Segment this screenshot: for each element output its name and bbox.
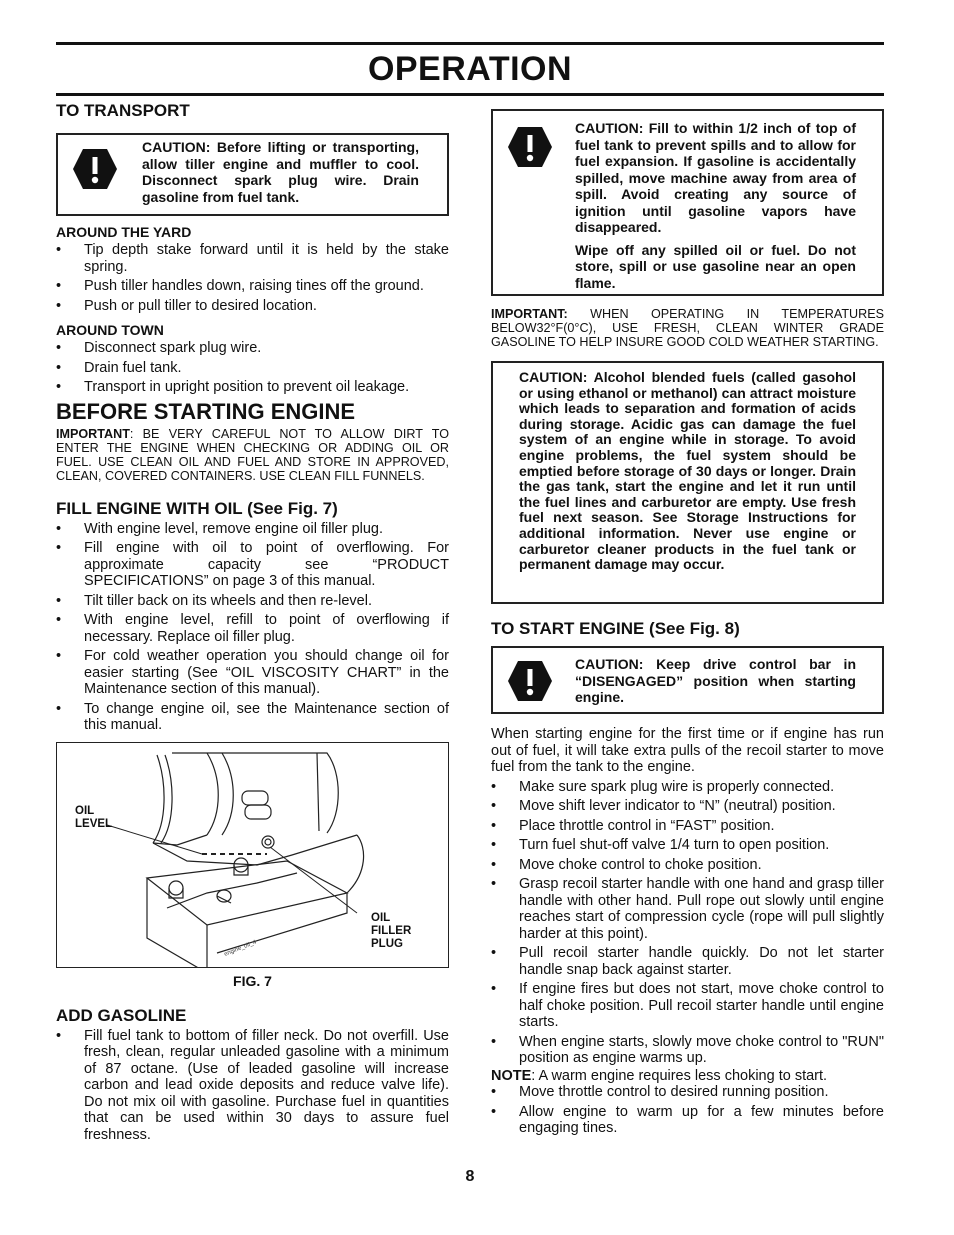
list-item: • With engine level, remove engine oil filler plug. [56,521,449,538]
filler-label-line2: FILLER [371,924,412,937]
list-item: • Drain fuel tank. [56,360,449,377]
important-body: : BE VERY CAREFUL NOT TO ALLOW DIRT TO ENTER THE ENGINE WHEN CHECKING OR ADDING OIL OR FUEL. USE CLEAN OIL AND FUEL AND STORE IN APPROVED, CLEAN, COVERED CONTAINERS. USE CLEAN FILL FUNNELS. [56,426,449,483]
transport-caution-text: CAUTION: Before lifting or transporting, allow tiller engine and muffler to cool. Disconnect spark plug wire. Drain gasoline from fuel tank. [142,139,419,205]
figure-caption: FIG. 7 [233,972,272,989]
alcohol-fuel-caution-box [491,361,884,604]
oil-level-label [75,805,112,831]
list-item: • Fill fuel tank to bottom of filler neck. Do not overfill. Use fresh, clean, regular unleaded gasoline with a minimum of 87 octane. (Use of leaded gasoline will increase carbon and lead oxide deposits and reduce valve life). Do not mix oil with gasoline. Purchase fuel in quantities that can be used within 30 days to assure fuel freshness. [56,1028,449,1144]
fill-oil-heading: FILL ENGINE WITH OIL (See Fig. 7) [56,498,338,518]
before-important-text [56,427,449,483]
start-caution-text: CAUTION: Keep drive control bar in “DISENGAGED” position when starting engine. [575,656,856,705]
list-item: • Grasp recoil starter handle with one hand and grasp tiller handle with other hand. Pull rope out slowly until engine reaches start of compression cycle (rope will pull slightly harder at this point). [491,876,884,942]
warning-icon [507,659,553,703]
note-label: NOTE [491,1067,532,1084]
oil-filler-plug-label [371,912,411,951]
cold-weather-important [491,307,884,349]
page-title: OPERATION [367,50,573,88]
header-rule-top [56,42,884,45]
oil-level-label-line1: OIL [75,804,95,817]
transport-heading: TO TRANSPORT [56,101,190,120]
transport-caution-box [56,133,449,216]
alcohol-caution-text: CAUTION: Alcohol blended fuels (called gasohol or using ethanol or methanol) can attract moisture which leads to separation and formation of acids during storage. Acidic gas can damage the fuel system of an engine while in storage. To avoid engine problems, the fuel system should be emptied before storage of 30 days or longer. Drain the gas tank, start the engine and let it run until the fuel lines and carburetor are empty. Use fresh fuel next season. See Storage Instructions for additional information. Never use engine or carburetor cleaner products in the fuel tank or permanent damage may occur. [519,369,856,573]
oil-level-label-line2: LEVEL [75,817,113,830]
before-starting-heading: BEFORE STARTING ENGINE [56,398,356,424]
around-town-heading: AROUND TOWN [56,322,164,338]
list-item: • Push or pull tiller to desired location. [56,298,449,315]
page-number: 8 [465,1168,475,1185]
list-item: • Move throttle control to desired running position. [491,1084,884,1101]
start-caution-box [491,646,884,714]
list-item: • When engine starts, slowly move choke control to "RUN" position as engine warms up. [491,1034,884,1067]
list-item: • Allow engine to warm up for a few minutes before engaging tines. [491,1104,884,1137]
note-body: : A warm engine requires less choking to start. [531,1067,828,1084]
list-item: • Tilt tiller back on its wheels and then re-level. [56,593,449,610]
list-item: • Move choke control to choke position. [491,857,884,874]
fuel-caution-text-b: Wipe off any spilled oil or fuel. Do not store, spill or use gasoline near an open flame. [575,241,856,291]
header-rule-bottom [56,93,884,96]
figure-code [224,939,258,958]
list-item: • To change engine oil, see the Maintenance section of this manual. [56,701,449,734]
list-item: • With engine level, refill to point of overflowing if necessary. Replace oil filler plug. [56,612,449,645]
right-column [491,109,884,1140]
list-item: • Turn fuel shut-off valve 1/4 turn to open position. [491,837,884,854]
list-item: • Disconnect spark plug wire. [56,340,449,357]
add-gasoline-heading: ADD GASOLINE [56,1005,187,1025]
list-item: • Pull recoil starter handle quickly. Do not let starter handle snap back against starter. [491,945,884,978]
left-column [56,100,449,1146]
important-label: IMPORTANT [56,426,130,441]
list-item: • Make sure spark plug wire is properly connected. [491,779,884,796]
warning-icon [72,147,118,191]
list-item: • Fill engine with oil to point of overflowing. For approximate capacity see “PRODUCT SPECIFICATIONS” on page 3 of this manual. [56,540,449,590]
around-yard-heading: AROUND THE YARD [56,224,192,240]
list-item: • Tip depth stake forward until it is held by the stake spring. [56,242,449,275]
list-item: • For cold weather operation you should change oil for easier starting (See “OIL VISCOSITY CHART” in the Maintenance section of this manual). [56,648,449,698]
add-gasoline-list [56,1028,449,1144]
warning-icon [507,125,553,169]
important-label: IMPORTANT: [491,307,568,321]
filler-label-line3: PLUG [371,937,403,950]
list-item: • Place throttle control in “FAST” position. [491,818,884,835]
fuel-caution-box [491,109,884,296]
list-item: • Push tiller handles down, raising tines off the ground. [56,278,449,295]
list-item: • If engine fires but does not start, move choke control to half choke position. Pull recoil starter handle until engine starts. [491,981,884,1031]
start-steps-list-2 [491,1084,884,1137]
fill-oil-list [56,521,449,734]
svg-text:engine_oil_4: engine_oil_4 [223,939,258,958]
around-yard-list [56,242,449,314]
start-intro-text: When starting engine for the first time or if engine has run out of fuel, it will take extra pulls of the recoil starter to move fuel from the tank to the engine. [491,726,884,775]
list-item: • Move shift lever indicator to “N” (neutral) position. [491,798,884,815]
start-engine-heading: TO START ENGINE (See Fig. 8) [491,619,740,638]
important-body: WHEN OPERATING IN TEMPERATURES BELOW32°F(0°C), USE FRESH, CLEAN WINTER GRADE GASOLINE TO HELP INSURE GOOD COLD WEATHER STARTING. [491,307,884,349]
start-note [491,1068,884,1085]
figure-7 [56,742,449,968]
start-steps-list [491,779,884,1067]
filler-label-line1: OIL [371,911,391,924]
around-town-list [56,340,449,396]
list-item: • Transport in upright position to prevent oil leakage. [56,379,449,396]
fuel-caution-text-a: CAUTION: Fill to within 1/2 inch of top of fuel tank to prevent spills and to allow for fuel expansion. If gasoline is accidentally spilled, move machine away from area of spill. Avoid creating any source of ignition until gasoline vapors have disappeared. [575,120,856,235]
